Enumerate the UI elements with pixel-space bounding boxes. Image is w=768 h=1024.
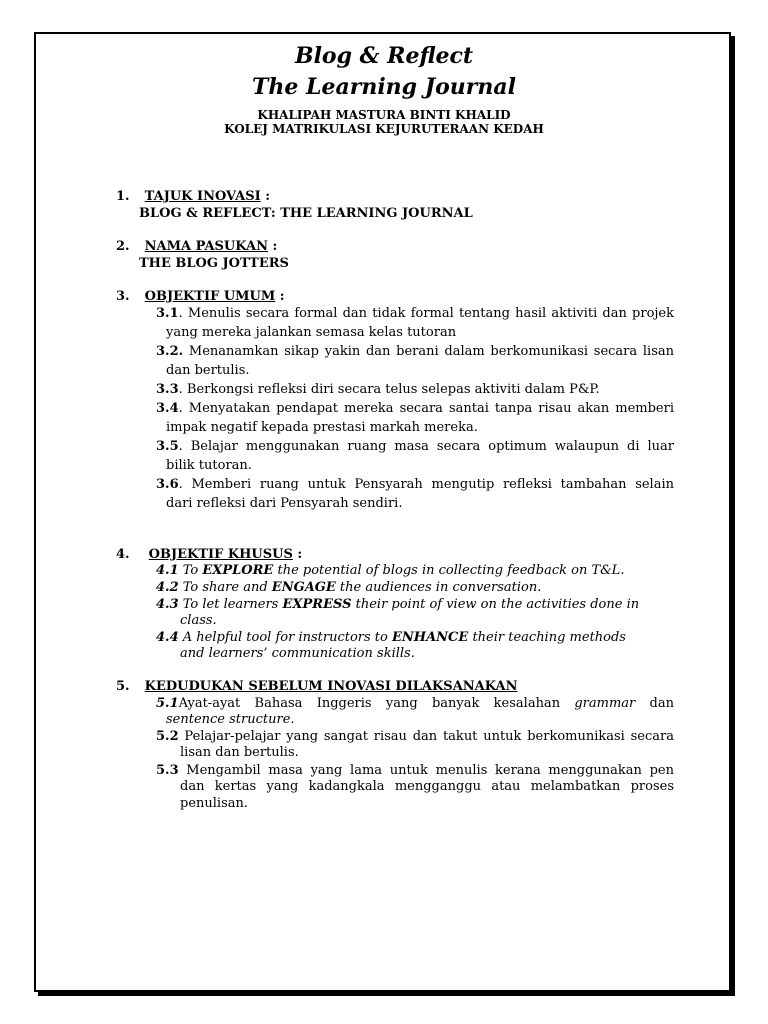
section-colon: : [268,239,278,254]
section-colon: : [292,547,303,562]
section-1-heading [116,188,270,205]
section-1-value: BLOG & REFLECT: THE LEARNING JOURNAL [139,206,473,221]
objective-3-5-line-1: 3.5. Belajar menggunakan ruang masa secara optimum walaupun di luar [156,439,674,454]
objective-3-1-line-2: yang mereka jalankan semasa kelas tutoran [166,325,457,340]
section-number: 2. [116,239,130,254]
condition-5-2-line-2: lisan dan bertulis. [180,745,299,760]
condition-5-3-line-3: penulisan. [180,796,249,811]
objective-3-6-line-1: 3.6. Memberi ruang untuk Pensyarah mengutip refleksi tambahan selain [156,477,674,492]
objective-4-4-line-1: 4.4 A helpful tool for instructors to ENHANCE their teaching methods [156,630,626,645]
objective-3-4-line-2: impak negatif kepada prestasi markah mereka. [166,420,478,435]
objective-3-2-line-2: dan bertulis. [166,363,250,378]
objective-3-2-line-1: 3.2. Menanamkan sikap yakin dan berani dalam berkomunikasi secara lisan [156,344,674,359]
section-title: NAMA PASUKAN [144,239,268,254]
section-number: 4. [116,547,130,562]
condition-5-1-line-2: sentence structure. [166,712,295,727]
document-frame [34,32,731,992]
section-2-value: THE BLOG JOTTERS [139,256,289,271]
section-4-heading [116,546,302,563]
condition-5-3-line-1: 5.3 Mengambil masa yang lama untuk menulis kerana menggunakan pen [156,763,674,778]
objective-3-1-line-1: 3.1. Menulis secara formal dan tidak formal tentang hasil aktiviti dan projek [156,306,674,321]
objective-3-4-line-1: 3.4. Menyatakan pendapat mereka secara santai tanpa risau akan memberi [156,401,674,416]
objective-3-5-line-2: bilik tutoran. [166,458,252,473]
title-line-2: The Learning Journal [252,74,516,100]
condition-5-3-line-2: dan kertas yang kadangkala mengganggu atau melambatkan proses [180,779,674,794]
institution-name: KOLEJ MATRIKULASI KEJURUTERAAN KEDAH [224,122,544,136]
section-number: 3. [116,289,130,304]
objective-4-3-line-1: 4.3 To let learners EXPRESS their point of view on the activities done in [156,597,640,612]
condition-5-2-line-1: 5.2 Pelajar-pelajar yang sangat risau dan takut untuk berkomunikasi secara [156,729,674,744]
objective-4-1: 4.1 To EXPLORE the potential of blogs in collecting feedback on T&L. [156,563,625,578]
section-2-heading [116,238,277,255]
objective-4-3-line-2: class. [180,613,217,628]
section-title: TAJUK INOVASI [144,189,261,204]
title-line-1: Blog & Reflect [294,43,474,69]
objective-4-2: 4.2 To share and ENGAGE the audiences in conversation. [156,580,542,595]
objective-4-4-line-2: and learners’ communication skills. [180,646,415,661]
author-name: KHALIPAH MASTURA BINTI KHALID [257,108,511,122]
objective-3-3-line-1: 3.3. Berkongsi refleksi diri secara telus selepas aktiviti dalam P&P. [156,382,600,397]
section-title: OBJEKTIF KHUSUS [148,547,293,562]
section-3-heading [116,288,285,305]
section-5-heading [116,678,518,695]
section-colon: : [260,189,271,204]
section-colon: : [275,289,285,304]
condition-5-1-line-1: 5.1Ayat-ayat Bahasa Inggeris yang banyak kesalahan grammar dan [156,696,675,711]
section-number: 5. [116,679,130,694]
section-title: KEDUDUKAN SEBELUM INOVASI DILAKSANAKAN [144,679,518,694]
section-number: 1. [116,189,130,204]
objective-3-6-line-2: dari refleksi dari Pensyarah sendiri. [166,496,403,511]
section-title: OBJEKTIF UMUM [144,289,276,304]
